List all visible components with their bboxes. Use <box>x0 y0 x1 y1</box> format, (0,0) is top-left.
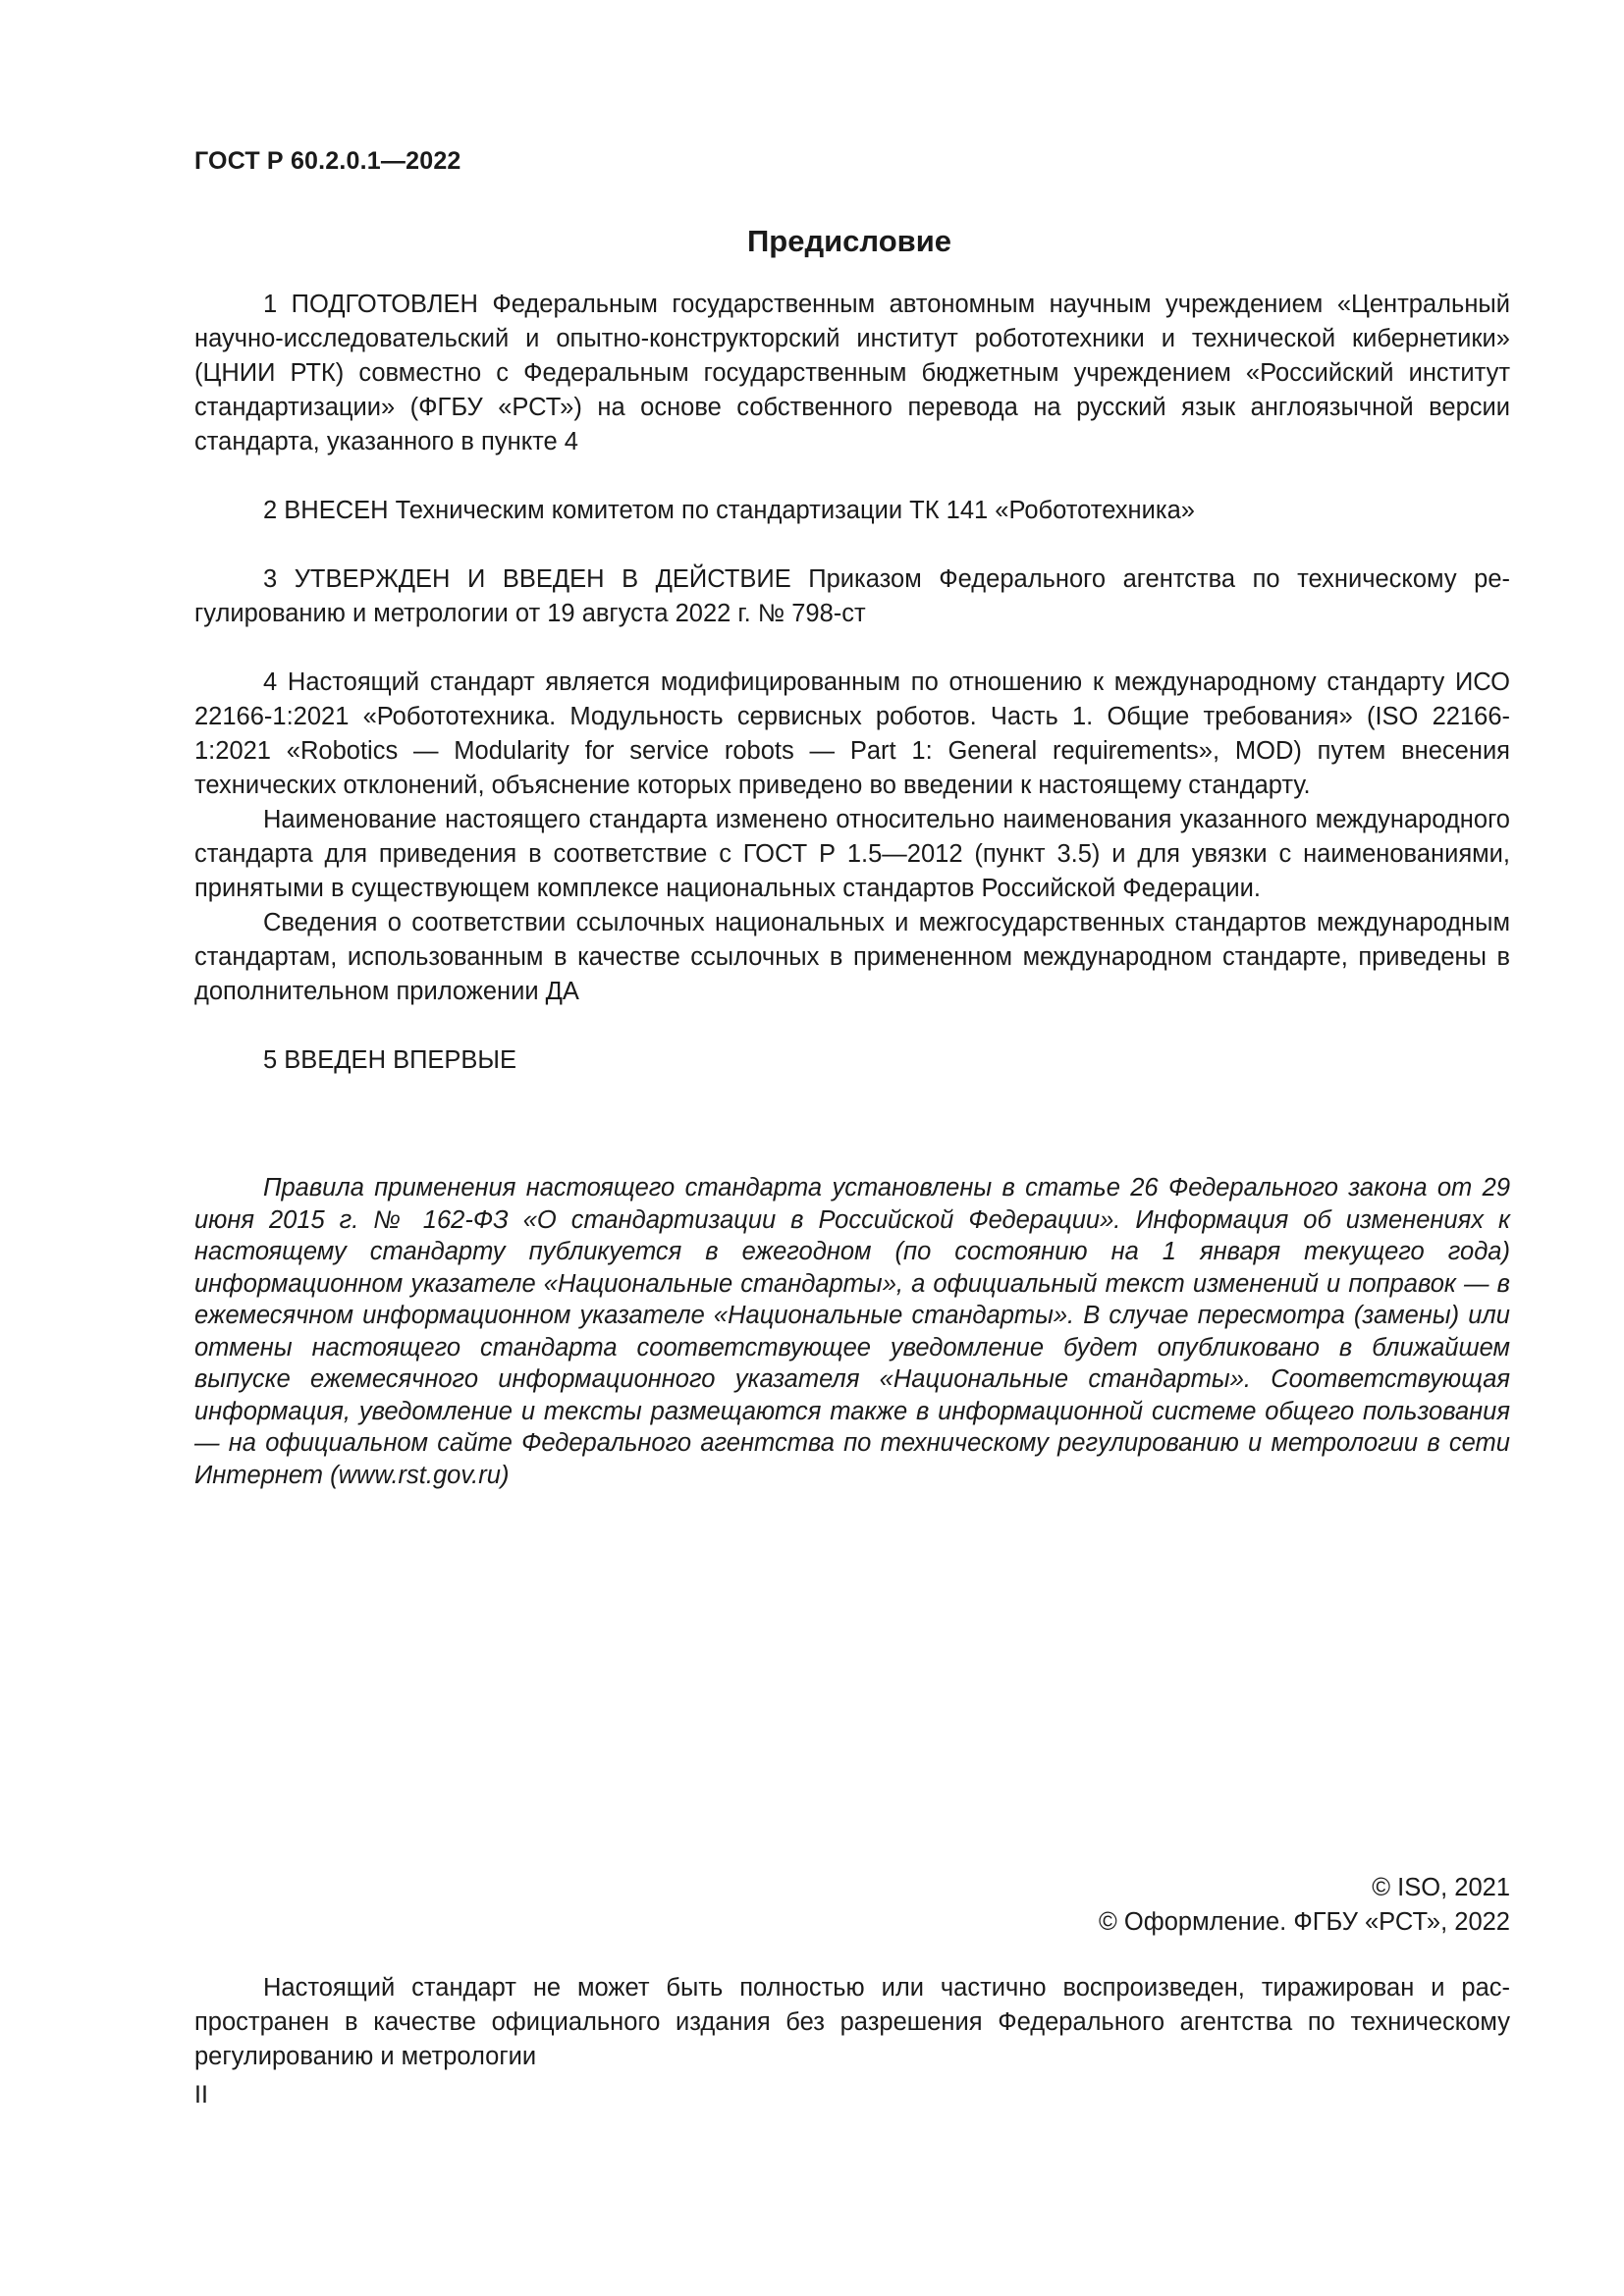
foreword-item-3: 3 УТВЕРЖДЕН И ВВЕДЕН В ДЕЙСТВИЕ Приказом Федерального агентства по техническому регулированию и метрологии от 19 августа 2022 г. № 798-ст <box>194 565 1510 627</box>
page-number: II <box>194 2081 208 2109</box>
reproduction-notice-text: Настоящий стандарт не может быть полностью или частично воспроизведен, тиражирован и распространен в качестве официального издания без разрешения Федерального агентства по техническому регулированию и метрологии <box>194 1974 1510 2070</box>
foreword-item-1: 1 ПОДГОТОВЛЕН Федеральным государственным автономным научным учреждением «Центральный научно-исследовательский и опытно-конструкторский институт робототехники и технической кибернетики» (ЦНИИ РТК) совместно с Федеральным государственным бюджетным учреждением «Российский институт стандартизации» (ФГБУ «РСТ») на основе собственного перевода на русский язык англоязычной версии стандарта, указанного в пункте 4 <box>194 291 1510 455</box>
copyright-block <box>1099 1871 1510 1940</box>
foreword-item-2: 2 ВНЕСЕН Техническим комитетом по стандартизации ТК 141 «Робототехника» <box>263 497 1195 524</box>
foreword-item-5: 5 ВВЕДЕН ВПЕРВЫЕ <box>263 1046 517 1074</box>
foreword-body <box>194 288 1510 1078</box>
page-title: Предисловие <box>746 224 951 258</box>
foreword-item-4: 4 Настоящий стандарт является модифицированным по отношению к международному стандарту ИСО 22166-1:2021 «Робототехника. Модульность сервисных роботов. Часть 1. Общие требования» (ISO 22166-1:2021 «Robotics — Modularity for service robots — Part 1: General requirements», MOD) путем внесения технических отклонений, объяснение которых приведено во введении к настоящему стандарту. <box>194 668 1510 799</box>
foreword-item-4-name-change: Наименование настоящего стандарта изменено относительно наименования указанного международного стандарта для приведения в соответствие с ГОСТ Р 1.5—2012 (пункт 3.5) и для увязки с наименованиями, принятыми в существующем комплексе национальных стандартов Российской Федерации. <box>194 806 1510 902</box>
copyright-iso: © ISO, 2021 <box>1372 1874 1510 1901</box>
reproduction-notice <box>194 1971 1510 2074</box>
foreword-item-4-references: Сведения о соответствии ссылочных национальных и межгосударственных стандартов международным стандартам, использованным в качестве ссылочных в примененном международном стандарте, приведены в дополнительном приложении ДА <box>194 909 1510 1005</box>
document-code-header: ГОСТ Р 60.2.0.1—2022 <box>194 147 461 175</box>
copyright-design: © Оформление. ФГБУ «РСТ», 2022 <box>1099 1908 1510 1936</box>
application-rules-text: Правила применения настоящего стандарта установлены в статье 26 Федерального закона от 29 июня 2015 г. № 162-ФЗ «О стандартизации в Российской Федерации». Информация об изменениях к настоящему стандарту публикуется в ежегодном (по состоянию на 1 января текущего года) информационном указателе «Национальные стандарты», а официальный текст изменений и поправок — в ежемесячном информационном указателе «Национальные стандарты». В случае пересмотра (замены) или отмены настоящего стандарта соответствующее уведомление будет опубликовано в ближайшем выпуске ежемесячного информационного указателя «Национальные стандарты». Соответствующая информация, уведомление и тексты размещаются также в информационной системе общего пользования — на официальном сайте Федерального агентства по техническому регулированию и метрологии в сети Интернет (www.rst.gov.ru) <box>194 1174 1510 1489</box>
application-rules-note <box>194 1172 1510 1491</box>
